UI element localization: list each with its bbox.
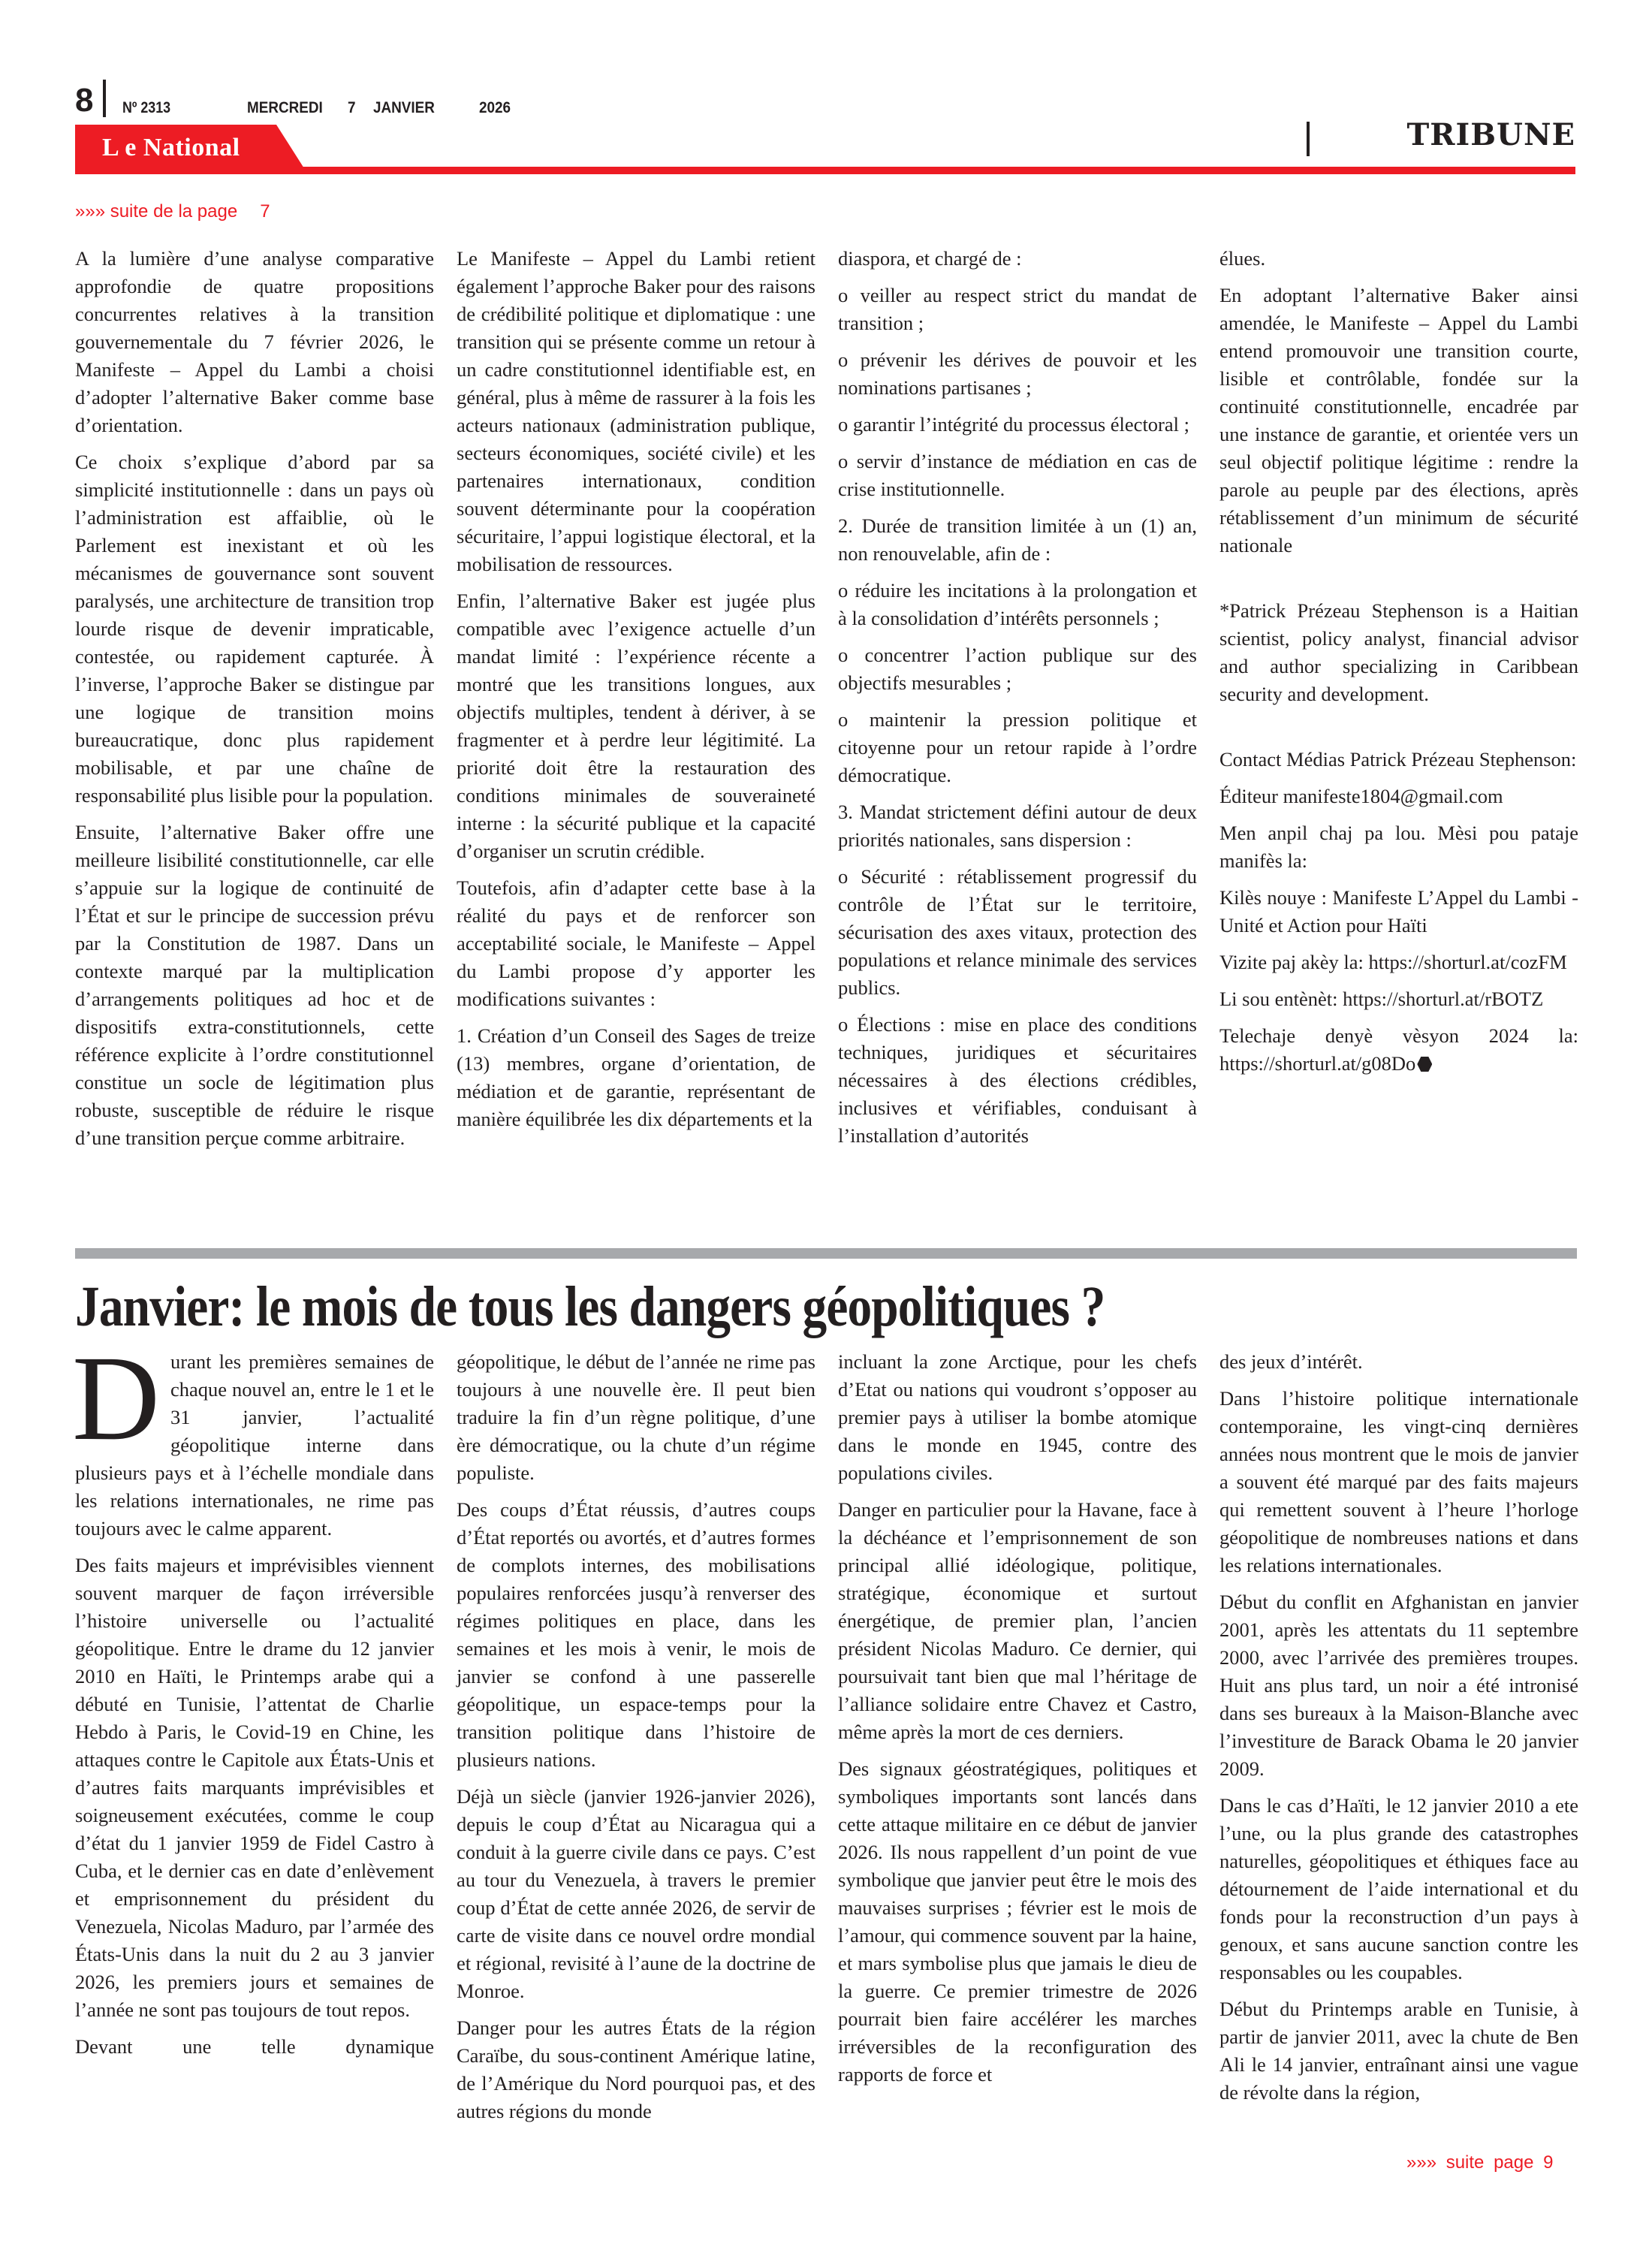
spacer xyxy=(1219,717,1578,746)
section-title: TRIBUNE xyxy=(1406,117,1575,152)
spacer xyxy=(1219,569,1578,597)
page-header xyxy=(75,72,530,117)
paragraph: Dans l’histoire politique internationale contemporaine, les vingt-cinq dernières années nous montrent que le mois de janvier a souvent été marqué par des faits majeurs qui remettent souvent à l’heure l’horloge géopolitique de nombreuses nations et dans les relations internationales. xyxy=(1219,1387,1578,1576)
date-weekday: MERCREDI xyxy=(246,99,323,116)
list-item: o veiller au respect strict du mandat de transition ; xyxy=(838,284,1197,334)
list-item: o maintenir la pression politique et citoyenne pour un retour rapide à l’ordre démocratique. xyxy=(838,708,1197,786)
list-item: o Sécurité : rétablissement progressif du contrôle de l’État sur le territoire, sécurisation des axes vitaux, protection des populations et relance minimale des services publics. xyxy=(838,865,1197,999)
list-item: 3. Mandat strictement défini autour de deux priorités nationales, sans dispersion : xyxy=(838,801,1197,851)
list-item: o réduire les incitations à la prolongation et à la consolidation d’intérêts personnels ; xyxy=(838,579,1197,629)
section-divider xyxy=(1307,122,1310,156)
paragraph: Le Manifeste – Appel du Lambi retient également l’approche Baker pour des raisons de crédibilité politique et diplomatique : une transition qui se présente comme un retour à un cadre constitutionnel identifiable est, en général, plus à même de rassurer à la fois les acteurs nationaux (administration publique, secteurs économiques, société civile) et les partenaires internationaux, condition souvent déterminante pour la coopération sécuritaire, l’appui logistique électoral, et la mobilisation de ressources. xyxy=(457,247,815,575)
drop-cap: D xyxy=(72,1332,160,1466)
paragraph: Des signaux géostratégiques, politiques et symboliques importants sont lancés dans cette attaque militaire en ce début de janvier 2026. Ils nous rappellent d’un point de vue symbolique que janvier peut être le mois des mauvaises surprises ; février est le mois de l’amour, qui commence souvent par la haine, et mars symbolise plus que jamais le dieu de la guerre. Ce premier trimestre de 2026 pourrait bien faire accélérer les marches irréversibles de la reconfiguration des rapports de force et xyxy=(838,1757,1197,2086)
paragraph: A la lumière d’une analyse comparative approfondie de quatre propositions concurrentes relatives à la transition gouvernementale du 7 février 2026, le Manifeste – Appel du Lambi a choisi d’adopter l’alternative Baker comme base d’orientation. xyxy=(75,247,434,436)
contact-line: Kilès nouye : Manifeste L’Appel du Lambi - Unité et Action pour Haïti xyxy=(1219,886,1578,936)
contact-link-text[interactable]: Telechaje denyè vèsyon 2024 la: https://shorturl.at/g08Do xyxy=(1219,1024,1578,1075)
paragraph: Déjà un siècle (janvier 1926-janvier 2026), depuis le coup d’État au Nicaragua qui a conduit à la guerre civile dans ce pays. C’est au tour du Venezuela, à travers le premier coup d’État de cette année 2026, de servir de carte de visite dans ce nouvel ordre mondial et régional, revisité à l’aune de la doctrine de Monroe. xyxy=(457,1785,815,2002)
paragraph: Ce choix s’explique d’abord par sa simplicité institutionnelle : dans un pays où l’administration est affaiblie, où le Parlement est inexistant et où les mécanismes de gouvernance sont souvent paralysés, une architecture de transition trop lourde risque de devenir impraticable, contestée, ou rapidement capturée. À l’inverse, l’approche Baker se distingue par une logique de transition moins bureaucratique, donc plus rapidement mobilisable, et par une chaîne de responsabilité plus lisible pour la population. xyxy=(75,451,434,807)
paragraph: Toutefois, afin d’adapter cette base à la réalité du pays et de renforcer son acceptabilité sociale, le Manifeste – Appel du Lambi propose d’y apporter les modifications suivantes : xyxy=(457,876,815,1010)
paragraph: élues. xyxy=(1219,247,1266,270)
list-item: o Élections : mise en place des conditions techniques, juridiques et sécuritaires nécessaires à des élections crédibles, inclusives et vérifiables, conduisant à l’installation d’autorités xyxy=(838,1013,1197,1147)
contact-email[interactable]: Éditeur manifeste1804@gmail.com xyxy=(1219,785,1503,807)
header-divider xyxy=(103,80,106,117)
hexagon-end-mark-icon xyxy=(1417,1057,1432,1072)
paragraph: Enfin, l’alternative Baker est jugée plus compatible avec l’exigence actuelle d’un mandat limité : l’expérience récente a montré que les transitions longues, aux objectifs multiples, tendent à dériver, à se fragmenter et à perdre leur légitimité. La priorité doit être la restauration des conditions minimales de souveraineté interne : la sécurité publique et la capacité d’organiser un scrutin crédible. xyxy=(457,590,815,862)
contact-link[interactable]: Vizite paj akèy la: https://shorturl.at/cozFM xyxy=(1219,951,1567,973)
page-number: 8 xyxy=(75,82,93,119)
continued-from-label: »»» suite de la page xyxy=(75,201,238,222)
list-item: o servir d’instance de médiation en cas de crise institutionnelle. xyxy=(838,450,1197,500)
paragraph: Des faits majeurs et imprévisibles viennent souvent marquer de façon irréversible l’histoire universelle ou l’actualité géopolitique. Entre le drame du 12 janvier 2010 en Haïti, le Printemps arabe qui a débuté en Tunisie, l’attentat de Charlie Hebdo à Paris, le Covid-19 en Chine, les attaques contre le Capitole aux États-Unis et d’autres faits marquants imprévisibles et soigneusement exécutées, comme le coup d’état du 1 janvier 1959 de Fidel Castro à Cuba, et le dernier cas en date d’enlèvement et emprisonnement du président du Venezuela, Nicolas Maduro, par l’armée des États-Unis dans la nuit du 2 au 3 janvier 2026, les premiers jours et semaines de l’année ne sont pas toujours de tout repos. xyxy=(75,1554,434,2021)
paragraph: Des coups d’État réussis, d’autres coups d’État reportés ou avortés, et d’autres formes de complots internes, des mobilisations populaires renforcées jusqu’à renverser des régimes politiques en place, dans les semaines et les mois à venir, le mois de janvier se confond à une passerelle géopolitique, un espace-temps pour la transition politique dans l’histoire de plusieurs nations. xyxy=(457,1498,815,1771)
list-item: o garantir l’intégrité du processus électoral ; xyxy=(838,413,1189,436)
article-headline: Janvier: le mois de tous les dangers géopolitiques ? xyxy=(75,1275,1105,1338)
paragraph: géopolitique, le début de l’année ne rime pas toujours à une nouvelle ère. Il peut bien traduire la fin d’un règne politique, d’une ère démocratique, ou la chute d’un régime populiste. xyxy=(457,1350,815,1484)
continued-to-page: 9 xyxy=(1543,2152,1554,2173)
continued-from-link[interactable] xyxy=(75,201,270,222)
paragraph: Danger pour les autres États de la région Caraïbe, du sous-continent Amérique latine, de l’Amérique du Nord pourquoi pas, et des autres régions du monde xyxy=(457,2016,815,2122)
author-bio: *Patrick Prézeau Stephenson is a Haitian scientist, policy analyst, financial advisor and author specializing in Caribbean security and development. xyxy=(1219,599,1578,705)
list-item: 2. Durée de transition limitée à un (1) an, non renouvelable, afin de : xyxy=(838,514,1197,565)
continued-to-link[interactable] xyxy=(1406,2152,1554,2173)
article1-column-4 xyxy=(1219,245,1578,1087)
lead-text: urant les premières semaines de chaque nouvel an, entre le 1 et le 31 janvier, l’actualité géopolitique interne dans plusieurs pays et à l’échelle mondiale dans les relations internationales, ne rime pas toujours avec le calme apparent. xyxy=(75,1350,434,1540)
paragraph: incluant la zone Arctique, pour les chefs d’Etat ou nations qui voudront s’opposer au premier pays à utiliser la bombe atomique dans le monde en 1945, contre des populations civiles. xyxy=(838,1350,1197,1484)
paragraph: diaspora, et chargé de : xyxy=(838,247,1022,270)
contact-link[interactable]: Li sou entènèt: https://shorturl.at/rBOTZ xyxy=(1219,988,1544,1010)
article2-column-2 xyxy=(457,1348,815,2134)
issue-number: Nº 2313 xyxy=(122,99,171,116)
article2-column-1 xyxy=(72,1332,434,2070)
paragraph: Début du conflit en Afghanistan en janvier 2001, après les attentats du 11 septembre 2000, avec l’arrivée des premières troupes. Huit ans plus tard, un noir a été intronisé dans ses bureaux à la Maison-Blanche avec l’investiture de Barack Obama le 20 janvier 2009. xyxy=(1219,1591,1578,1780)
lead-paragraph xyxy=(72,1332,434,1543)
date-month: JANVIER xyxy=(372,99,435,116)
article-divider xyxy=(75,1248,1577,1259)
paragraph: Début du Printemps arable en Tunisie, à partir de janvier 2011, avec la chute de Ben Ali le 14 janvier, entraînant ainsi une vague de révolte dans la région, xyxy=(1219,1998,1578,2104)
publication-logo: L e National xyxy=(102,134,240,161)
continued-from-page: 7 xyxy=(260,201,270,222)
article2-column-4 xyxy=(1219,1348,1578,2116)
list-item: o concentrer l’action publique sur des objectifs mesurables ; xyxy=(838,644,1197,694)
contact-heading: Contact Médias Patrick Prézeau Stephenson: xyxy=(1219,748,1577,771)
paragraph: Dans le cas d’Haïti, le 12 janvier 2010 a ete l’une, ou la plus grande des catastrophes naturelles, géopolitiques et éthiques face au détournement de l’aide international et du fonds pour la reconstruction d’un pays à genoux, et sans aucune sanction contre les responsables ou les coupables. xyxy=(1219,1794,1578,1983)
list-item: 1. Création d’un Conseil des Sages de treize (13) membres, organe d’orientation, de médiation et de garantie, représentant de manière équilibrée les dix départements et la xyxy=(457,1024,815,1130)
article2-column-3 xyxy=(838,1348,1197,2098)
paragraph: Devant une telle dynamique xyxy=(75,2035,434,2058)
paragraph: Danger en particulier pour la Havane, face à la déchéance et l’emprisonnement de son principal allié idéologique, politique, stratégique, économique et surtout énergétique, de premier plan, l’ancien président Nicolas Maduro. Ce dernier, qui poursuivait tant bien que mal l’héritage de l’alliance solidaire entre Chavez et Castro, même après la mort de ces derniers. xyxy=(838,1498,1197,1743)
paragraph: des jeux d’intérêt. xyxy=(1219,1350,1363,1373)
date-day: 7 xyxy=(347,99,356,116)
paragraph: En adoptant l’alternative Baker ainsi amendée, le Manifeste – Appel du Lambi entend promouvoir une transition courte, lisible et contrôlable, fondée sur la continuité constitutionnelle, encadrée par une instance de garantie, et orientée vers un seul objectif politique légitime : rendre la parole au peuple par des élections, après rétablissement d’un minimum de sécurité nationale xyxy=(1219,284,1578,556)
date-year: 2026 xyxy=(478,99,511,116)
contact-line: Men anpil chaj pa lou. Mèsi pou pataje manifès la: xyxy=(1219,822,1578,872)
contact-link-last[interactable] xyxy=(1219,1022,1578,1078)
paragraph: Ensuite, l’alternative Baker offre une meilleure lisibilité constitutionnelle, car elle s’appuie sur la logique de continuité de l’État et sur le principe de succession prévu par la Constitution de 1987. Dans un contexte marqué par la multiplication d’arrangements politiques ad hoc et de dispositifs extra-constitutionnels, cette référence explicite à l’ordre constitutionnel constitue un socle de légitimation plus robuste, susceptible de réduire le risque d’une transition perçue comme arbitraire. xyxy=(75,821,434,1149)
article1-column-1 xyxy=(75,245,434,1161)
continued-to-label: »»» suite page xyxy=(1406,2152,1534,2173)
article1-column-2 xyxy=(457,245,815,1142)
article1-column-3 xyxy=(838,245,1197,1159)
brand-rule xyxy=(75,167,1575,174)
list-item: o prévenir les dérives de pouvoir et les nominations partisanes ; xyxy=(838,348,1197,399)
